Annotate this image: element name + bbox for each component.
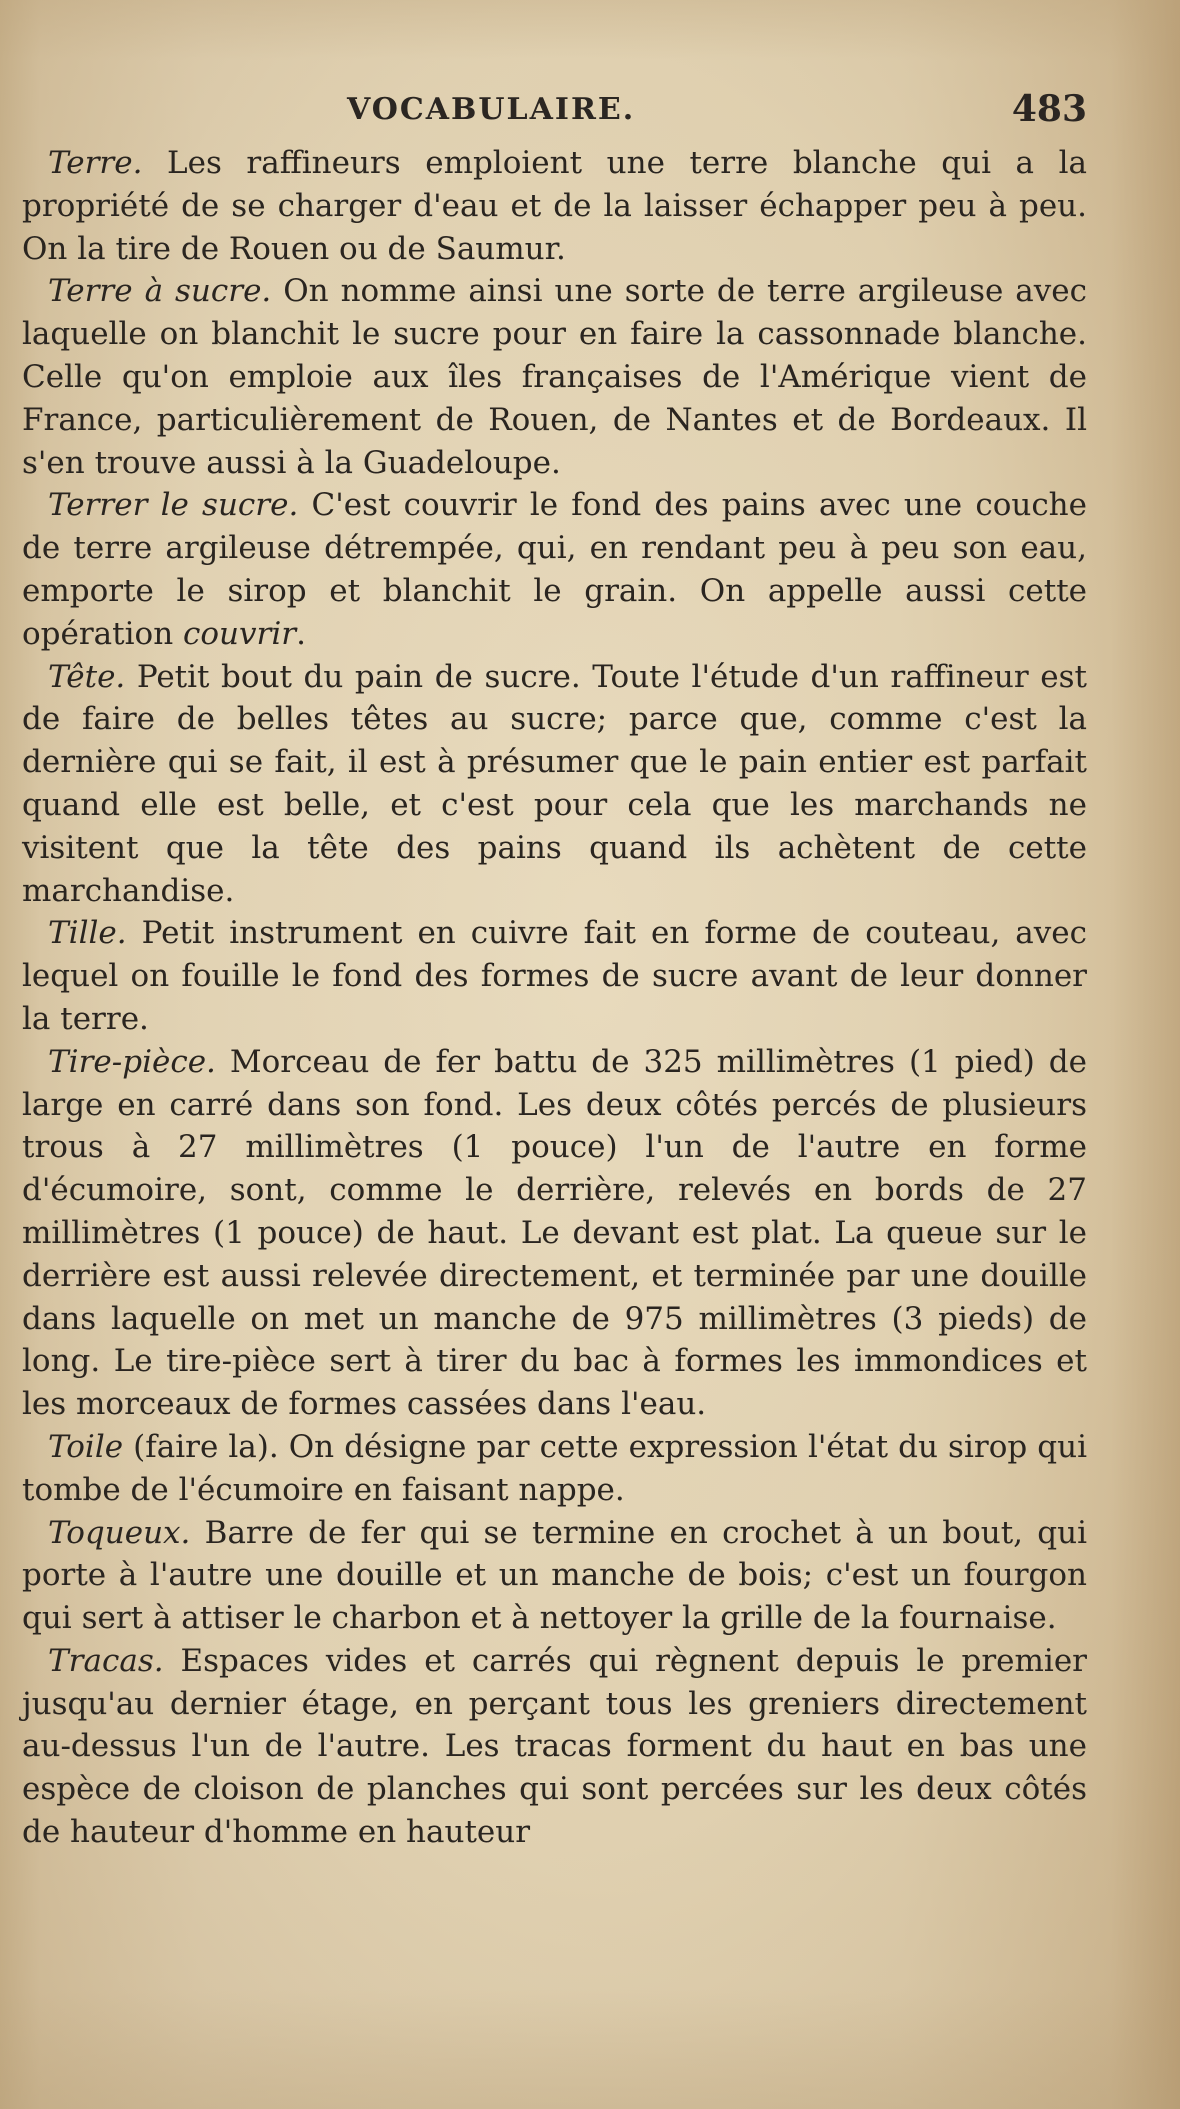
entry-definition: Petit instrument en cuivre fait en forme de couteau, avec lequel on fouille le fond des formes de sucre avant de leur donner la terre. xyxy=(22,915,1087,1037)
entry-definition: On nomme ainsi une sorte de terre argileuse avec laquelle on blanchit le sucre pour en faire la cassonnade blanche. Celle qu'on emploie aux îles françaises de l'Amérique vient de France, particulièrement de Rouen, de Nantes et de Bordeaux. Il s'en trouve aussi à la Guadeloupe. xyxy=(22,273,1087,481)
entry-tire-piece xyxy=(22,1041,1087,1426)
entry-definition: C'est couvrir le fond des pains avec une couche de terre argileuse détrempée, qui, en rendant peu à peu son eau, emporte le sirop et blanchit le grain. On appelle aussi cette opération xyxy=(22,487,1087,652)
entry-term: Tracas. xyxy=(48,1642,164,1679)
entry-term-inline: couvrir xyxy=(183,615,297,652)
page-number: 483 xyxy=(1011,88,1087,130)
entry-terrer-le-sucre xyxy=(22,484,1087,655)
entry-definition: Petit bout du pain de sucre. Toute l'étude d'un raffineur est de faire de belles têtes au sucre; parce que, comme c'est la dernière qui se fait, il est à présumer que le pain entier est parfait quand elle est belle, et c'est pour cela que les marchands ne visitent que la tête des pains quand ils achètent de cette marchandise. xyxy=(22,658,1087,909)
entry-terre xyxy=(22,142,1087,270)
entry-tete xyxy=(22,656,1087,913)
entry-tille xyxy=(22,912,1087,1040)
entry-term: Tille. xyxy=(48,915,127,952)
vocabulary-text xyxy=(22,142,1087,1854)
entry-term: Terre à sucre. xyxy=(48,273,272,310)
entry-term: Terrer le sucre. xyxy=(48,487,299,524)
entry-term: Tire-pièce. xyxy=(48,1043,216,1080)
entry-term: Toile xyxy=(48,1428,124,1465)
entry-term: Toqueux. xyxy=(48,1514,191,1551)
entry-term: Terre. xyxy=(48,145,143,181)
running-title: VOCABULAIRE. xyxy=(347,92,636,127)
entry-term: Tête. xyxy=(48,658,126,695)
entry-definition: Espaces vides et carrés qui règnent depuis le premier jusqu'au dernier étage, en perçant tous les greniers directement au-dessus l'un de l'autre. Les tracas forment du haut en bas une espèce de cloison de planches qui sont percées sur les deux côtés de hauteur d'homme en hauteur xyxy=(22,1642,1087,1851)
entry-tracas xyxy=(22,1640,1087,1854)
entry-definition: Morceau de fer battu de 325 millimètres (1 pied) de large en carré dans son fond. Les deux côtés percés de plusieurs trous à 27 millimètres (1 pouce) l'un de l'autre en forme d'écumoire, sont, comme le derrière, relevés en bords de 27 millimètres (1 pouce) de haut. Le devant est plat. La queue sur le derrière est aussi relevée directement, et terminée par une douille dans laquelle on met un manche de 975 millimètres (3 pieds) de long. Le tire-pièce sert à tirer du bac à formes les immondices et les morceaux de formes cassées dans l'eau. xyxy=(22,1043,1087,1423)
entry-toile xyxy=(22,1426,1087,1512)
entry-toqueux xyxy=(22,1512,1087,1640)
entry-definition: Les raffineurs emploient une terre blanche qui a la propriété de se charger d'eau et de la laisser échapper peu à peu. On la tire de Rouen ou de Saumur. xyxy=(22,145,1087,267)
entry-definition-end: . xyxy=(296,615,306,652)
page-header xyxy=(22,88,1087,140)
entry-definition: Barre de fer qui se termine en crochet à un bout, qui porte à l'autre une douille et un manche de bois; c'est un fourgon qui sert à attiser le charbon et à nettoyer la grille de la fournaise. xyxy=(22,1514,1087,1637)
entry-definition: (faire la). On désigne par cette expression l'état du sirop qui tombe de l'écumoire en faisant nappe. xyxy=(22,1428,1087,1508)
entry-terre-a-sucre xyxy=(22,270,1087,484)
